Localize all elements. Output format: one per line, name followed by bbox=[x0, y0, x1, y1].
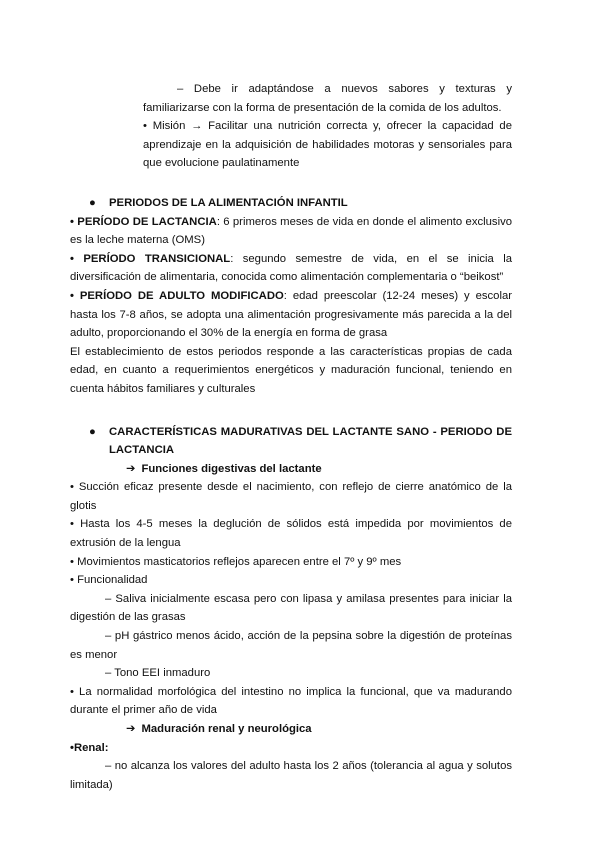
period-description: : segundo semestre de vida, en el se inicia la diversificación de alimentaria, conocida como alimentación complementaria o “beikost” bbox=[70, 252, 512, 284]
periods-closing-paragraph: El establecimiento de estos periodos responde a las características propias de cada edad, en cuanto a requerimientos energéticos y maduración funcional, teniendo en cuenta hábitos familiares y culturales bbox=[70, 345, 512, 395]
period-description: : 6 primeros meses de vida en donde el alimento exclusivo es la leche materna (OMS) bbox=[70, 215, 513, 247]
period-item-adulto-modificado bbox=[70, 287, 512, 343]
arrow-right-icon: ➔ bbox=[126, 462, 136, 475]
functionality-dash-item: – Tono EEI inmaduro bbox=[105, 667, 211, 680]
subheading-title: Maduración renal y neurológica bbox=[141, 723, 312, 735]
renal-dash-item: – no alcanza los valores del adulto hasta los 2 años (tolerancia al agua y solutos limitada) bbox=[70, 760, 512, 791]
arrow-right-icon: ➔ bbox=[126, 723, 136, 735]
period-label: • PERÍODO DE LACTANCIA bbox=[70, 215, 217, 228]
digestive-item: • Movimientos masticatorios reflejos aparecen entre el 7º y 9º mes bbox=[70, 555, 402, 568]
period-item-transicional bbox=[70, 250, 512, 287]
period-label: • PERÍODO TRANSICIONAL bbox=[70, 252, 231, 265]
period-item-lactancia bbox=[70, 213, 512, 250]
mision-label: • Misión → bbox=[143, 120, 209, 133]
digestive-item: • La normalidad morfológica del intestino no implica la funcional, que va madurando durante el primer año de vida bbox=[70, 685, 512, 717]
intro-adaptation-text: – Debe ir adaptándose a nuevos sabores y texturas y familiarizarse con la forma de presentación de la comida de los adultos. bbox=[143, 83, 512, 114]
bullet-icon: ● bbox=[89, 196, 96, 209]
section-title: PERIODOS DE LA ALIMENTACIÓN INFANTIL bbox=[109, 196, 348, 209]
subheading-maduracion-renal bbox=[126, 720, 600, 739]
digestive-item: • Succión eficaz presente desde el nacimiento, con reflejo de cierre anatómico de la glotis bbox=[70, 481, 512, 512]
intro-mision bbox=[143, 117, 512, 173]
section-title: CARACTERÍSTICAS MADURATIVAS DEL LACTANTE SANO - PERIODO DE LACTANCIA bbox=[109, 425, 512, 457]
digestive-item: • Hasta los 4-5 meses la deglución de sólidos está impedida por movimientos de extrusión de la lengua bbox=[70, 518, 512, 550]
functionality-dash-item: – Saliva inicialmente escasa pero con lipasa y amilasa presentes para iniciar la digestión de las grasas bbox=[70, 592, 512, 624]
section-heading-periodos bbox=[89, 194, 512, 213]
functionality-dash-item: – pH gástrico menos ácido, acción de la pepsina sobre la digestión de proteínas es menor bbox=[70, 630, 512, 661]
digestive-item: • Funcionalidad bbox=[70, 574, 148, 587]
section-heading-caracteristicas bbox=[89, 423, 512, 460]
subheading-funciones-digestivas bbox=[126, 460, 600, 479]
period-description: : edad preescolar (12-24 meses) y escolar hasta los 7-8 años, se adopta una alimentación progresivamente más parecida a la del adulto, proporcionando el 30% de la energía en forma de grasa bbox=[70, 289, 512, 340]
period-label: • PERÍODO DE ADULTO MODIFICADO bbox=[70, 289, 284, 302]
mision-text: Facilitar una nutrición correcta y, ofrecer la capacidad de aprendizaje en la adquisición de habilidades motoras y sensoriales para que evolucione paulatinamente bbox=[143, 120, 512, 170]
renal-label bbox=[70, 739, 512, 758]
subheading-title: Funciones digestivas del lactante bbox=[141, 462, 322, 475]
renal-label-text: •Renal: bbox=[70, 741, 109, 754]
bullet-icon: ● bbox=[89, 425, 96, 438]
